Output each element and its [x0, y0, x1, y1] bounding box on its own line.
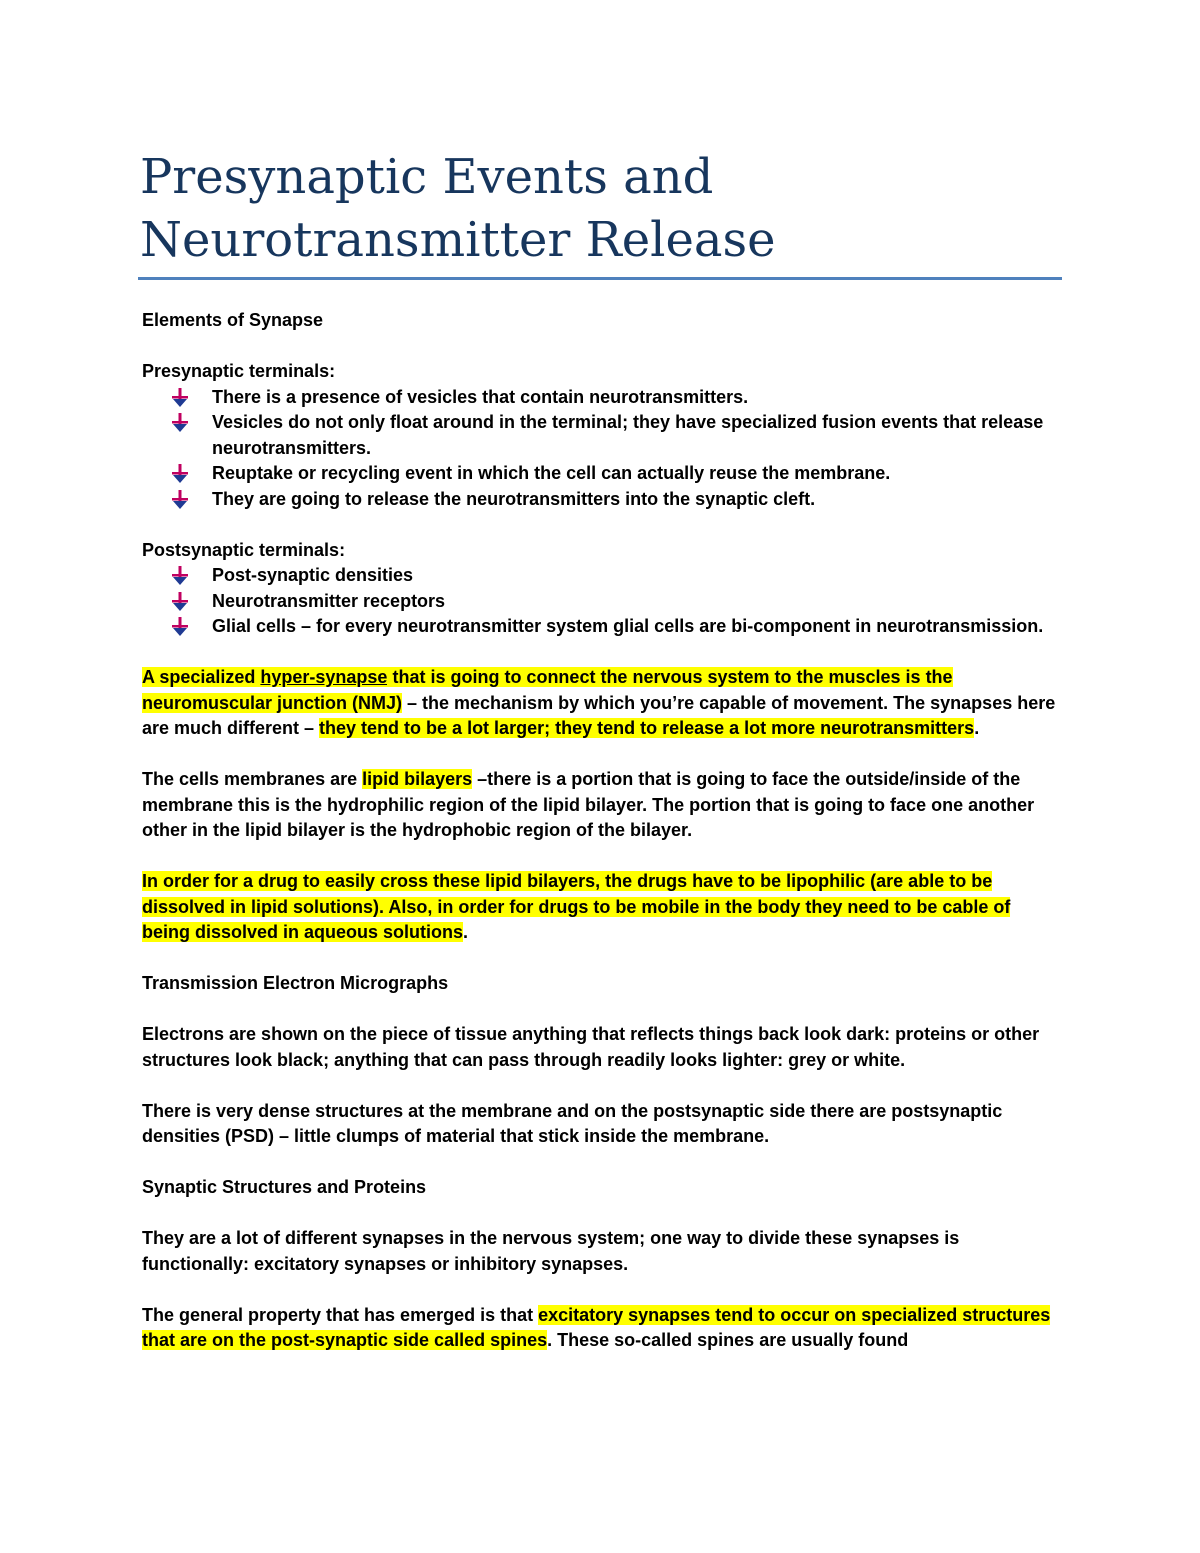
ssp-paragraph-2: The general property that has emerged is that excitatory synapses tend to occur on specialized structures that are on the post-synaptic side called spines. These so-called spines are usually found — [142, 1304, 1051, 1350]
down-arrow-bullet-icon — [172, 413, 188, 433]
tem-paragraph-2: There is very dense structures at the membrane and on the postsynaptic side there are postsynaptic densities (PSD) – little clumps of material that stick inside the membrane. — [142, 1100, 1003, 1146]
page-title — [140, 146, 1070, 272]
down-arrow-bullet-icon — [172, 566, 188, 586]
membrane-paragraph: The cells membranes are lipid bilayers –there is a portion that is going to face the outside/inside of the membrane this is the hydrophilic region of the lipid bilayer. The portion that is going to face one another other in the lipid bilayer is the hydrophobic region of the bilayer. — [142, 769, 1035, 840]
list-item: Post-synaptic densities — [212, 563, 1062, 589]
down-arrow-bullet-icon — [172, 388, 188, 408]
document-body — [142, 308, 1062, 1354]
nmj-paragraph: A specialized hyper-synapse that is going to connect the nervous system to the muscles is the neuromuscular junction (NMJ) – the mechanism by which you’re capable of movement. The synapses here are much different – they tend to be a lot larger; they tend to release a lot more neurotransmitters. — [142, 667, 1056, 738]
list-item: They are going to release the neurotransmitters into the synaptic cleft. — [212, 487, 1062, 513]
postsynaptic-label: Postsynaptic terminals: — [142, 539, 346, 560]
section-heading-tem: Transmission Electron Micrographs — [142, 973, 449, 993]
title-underline-rule — [138, 277, 1062, 280]
postsynaptic-list — [142, 563, 1062, 640]
hyper-synapse-term: hyper-synapse — [260, 667, 388, 687]
down-arrow-bullet-icon — [172, 490, 188, 510]
section-heading-ssp: Synaptic Structures and Proteins — [142, 1177, 427, 1197]
down-arrow-bullet-icon — [172, 617, 188, 637]
list-item: Glial cells – for every neurotransmitter system glial cells are bi-component in neurotransmission. — [212, 614, 1062, 640]
down-arrow-bullet-icon — [172, 464, 188, 484]
drug-paragraph: In order for a drug to easily cross these lipid bilayers, the drugs have to be lipophilic (are able to be dissolved in lipid solutions). Also, in order for drugs to be mobile in the body they need to be cable of being dissolved in aqueous solutions. — [142, 871, 1011, 942]
list-item: Neurotransmitter receptors — [212, 589, 1062, 615]
ssp-paragraph-1: They are a lot of different synapses in the nervous system; one way to divide these synapses is functionally: excitatory synapses or inhibitory synapses. — [142, 1228, 960, 1274]
presynaptic-list — [142, 385, 1062, 513]
title-line-1: Presynaptic Events and — [140, 149, 714, 205]
list-item: Vesicles do not only float around in the terminal; they have specialized fusion events that release neurotransmitters. — [212, 410, 1062, 461]
presynaptic-label: Presynaptic terminals: — [142, 361, 336, 381]
down-arrow-bullet-icon — [172, 592, 188, 612]
title-line-2: Neurotransmitter Release — [140, 212, 776, 268]
lipid-bilayers-term: lipid bilayers — [362, 769, 473, 789]
tem-paragraph-1: Electrons are shown on the piece of tissue anything that reflects things back look dark: proteins or other structures look black; anything that can pass through readily looks lighter: grey or white. — [142, 1024, 1040, 1070]
section-heading-elements: Elements of Synapse — [142, 310, 324, 330]
list-item: There is a presence of vesicles that contain neurotransmitters. — [212, 385, 1062, 411]
list-item: Reuptake or recycling event in which the cell can actually reuse the membrane. — [212, 461, 1062, 487]
